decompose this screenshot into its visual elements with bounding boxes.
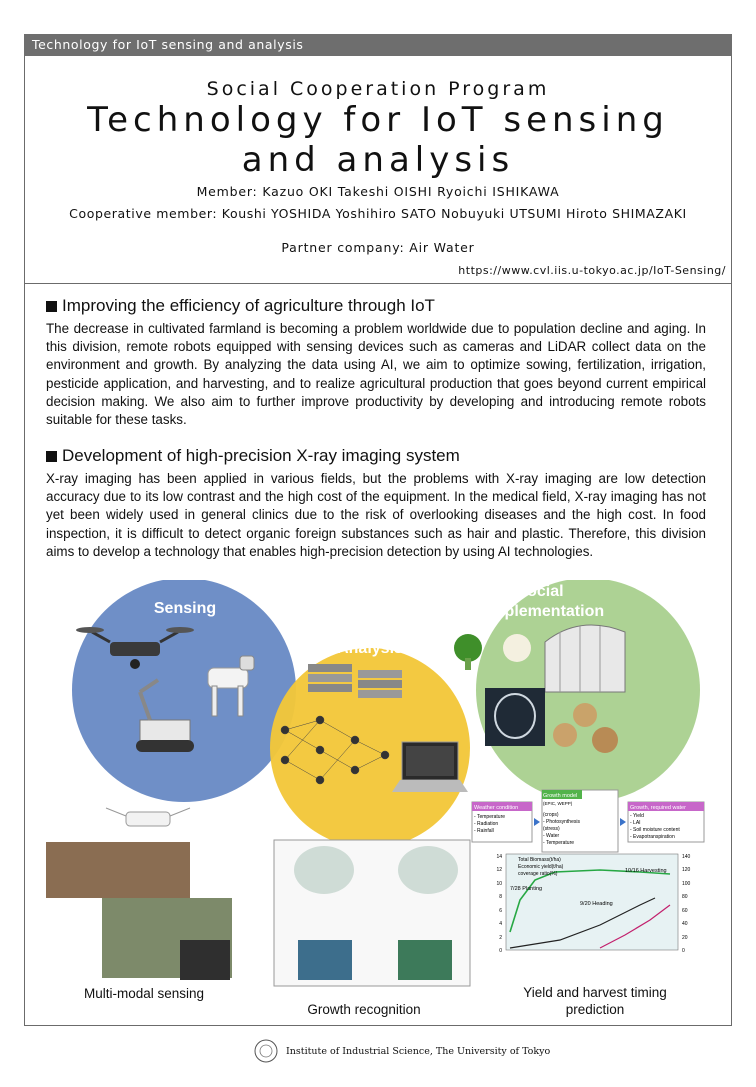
growth-item: - Temperature: [543, 840, 575, 846]
legend-entry: Economic yield(t/ha): [518, 864, 564, 870]
required-item: - Evapotranspiration: [630, 834, 675, 840]
broccoli-icon: [454, 634, 482, 670]
growth-recognition-image: [274, 840, 470, 986]
section-heading-text: Development of high-precision X-ray imaging system: [62, 446, 460, 465]
section-body: The decrease in cultivated farmland is becoming a problem worldwide due to population decline and aging. In this division, remote robots equipped with sensing devices such as cameras and LiDAR collect data on the environment and growth. By analyzing the data using AI, we aim to optimize sowing, fertilization, irrigation, pesticide application, and harvesting, and to realize agricultural production that goes beyond current empirical decision making. We also aim to further improve productivity by developing and introducing remote robots suitable for these tasks.: [46, 321, 706, 428]
top-bar: [24, 34, 732, 56]
drone-photo-icon: [106, 808, 190, 826]
caption-yield-line-2: prediction: [565, 1002, 625, 1017]
growth-item: - Photosynthesis: [543, 819, 580, 825]
required-title: Growth, required water: [630, 805, 686, 811]
growth-title: Growth model: [543, 793, 578, 799]
partner-company: Partner company: Air Water: [281, 240, 475, 255]
xray-icon: [485, 688, 545, 746]
right-tick: 0: [682, 948, 685, 954]
graph-annotation: 7/28 Planting: [510, 886, 543, 892]
analysis-label: Analysis: [337, 640, 403, 657]
left-tick: 6: [499, 908, 502, 914]
growth-model-diagram: [472, 790, 704, 852]
section-agriculture: [46, 296, 706, 429]
left-tick: 12: [496, 867, 502, 873]
left-ticks: [496, 854, 502, 954]
right-ticks: [682, 854, 691, 954]
top-bar-label: Technology for IoT sensing and analysis: [32, 37, 304, 52]
program-name: Social Cooperation Program: [206, 78, 550, 100]
required-item: - LAI: [630, 820, 641, 826]
growth-subtitle: (EPIC, WEPP): [543, 801, 573, 806]
yield-graph: [496, 854, 690, 954]
growth-item: (crops): [543, 812, 559, 818]
legend-entry: Total Biomass(t/ha): [518, 857, 561, 863]
left-tick: 14: [496, 854, 502, 860]
graph-annotation: 9/20 Heading: [580, 901, 613, 907]
square-bullet-icon: [46, 451, 57, 462]
title-line-1: Technology for IoT sensing: [87, 100, 669, 140]
weather-item: - Radiation: [474, 821, 499, 827]
cauliflower-icon: [503, 634, 531, 662]
left-tick: 4: [499, 921, 502, 927]
weather-item: - Temperature: [474, 814, 506, 820]
footer: [254, 1038, 550, 1064]
social-label-2: Implementation: [485, 603, 605, 620]
caption-multimodal: Multi-modal sensing: [83, 986, 205, 1001]
right-tick: 40: [682, 921, 688, 927]
left-tick: 0: [499, 948, 502, 954]
growth-item: - Water: [543, 833, 560, 839]
section-heading: [46, 296, 706, 316]
header: [24, 56, 732, 284]
project-url[interactable]: https://www.cvl.iis.u-tokyo.ac.jp/IoT-Sensing/: [458, 264, 726, 277]
overview-figure: [40, 580, 720, 1020]
right-tick: 20: [682, 935, 688, 941]
caption-yield: [500, 984, 690, 1018]
section-body: X-ray imaging has been applied in various fields, but the problems with X-ray imaging are low detection accuracy due to its low contrast and the high cost of the equipment. In the medical field, X-ray imaging has not yet been widely used in general clinics due to the risk of overlooking diseases and the high cost. In food inspection, it is difficult to detect organic foreign substances such as hair and plastic. Therefore, this division aims to develop a technology that enables high-precision detection by using AI technologies.: [46, 471, 706, 559]
title-line-2: and analysis: [241, 140, 515, 180]
right-tick: 60: [682, 908, 688, 914]
weather-title: Weather condition: [474, 805, 519, 811]
laptop-icon: [392, 742, 468, 792]
growth-item: (stress): [543, 826, 560, 832]
footer-text: Institute of Industrial Science, The University of Tokyo: [286, 1045, 551, 1057]
members: Member: Kazuo OKI Takeshi OISHI Ryoichi ISHIKAWA: [196, 184, 560, 199]
right-tick: 140: [682, 854, 691, 860]
section-xray: [46, 446, 706, 561]
right-tick: 120: [682, 867, 691, 873]
section-heading-text: Improving the efficiency of agriculture through IoT: [62, 296, 435, 315]
field-photo: [46, 842, 232, 980]
required-item: - Soil moisture content: [630, 827, 680, 833]
university-seal-icon: [254, 1039, 278, 1063]
legend-entry: coverage ratio(%): [518, 871, 558, 877]
caption-growth: Growth recognition: [307, 1002, 421, 1017]
greenhouse-icon: [545, 625, 625, 692]
page-title: [24, 100, 732, 180]
sensing-label: Sensing: [153, 600, 217, 617]
social-label-1: Social: [516, 583, 564, 600]
square-bullet-icon: [46, 301, 57, 312]
caption-yield-line-1: Yield and harvest timing: [523, 985, 667, 1000]
left-tick: 2: [499, 935, 502, 941]
graph-annotation: 10/16 Harvesting: [625, 868, 667, 874]
required-item: - Yield: [630, 813, 644, 819]
cooperative-members: Cooperative member: Koushi YOSHIDA Yoshihiro SATO Nobuyuki UTSUMI Hiroto SHIMAZAKI: [69, 206, 687, 221]
left-tick: 10: [496, 881, 502, 887]
weather-item: - Rainfall: [474, 828, 494, 834]
section-heading: [46, 446, 706, 466]
left-tick: 8: [499, 894, 502, 900]
right-tick: 80: [682, 894, 688, 900]
right-tick: 100: [682, 881, 691, 887]
